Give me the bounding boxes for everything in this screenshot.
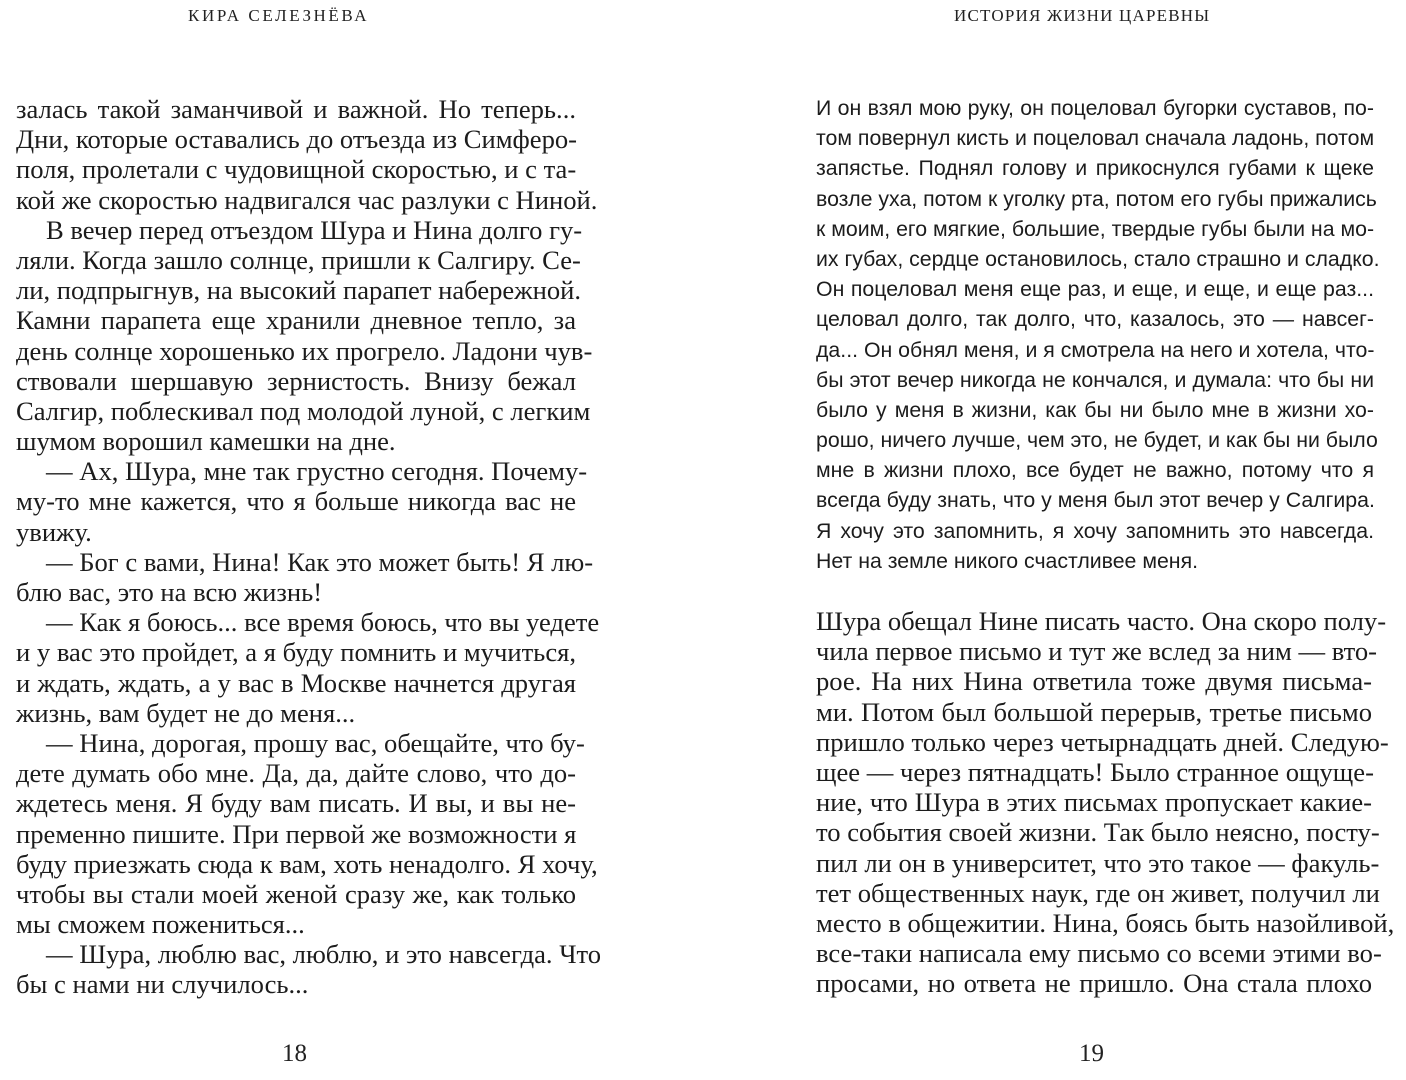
text-line: — Нина, дорогая, прошу вас, обещайте, что бу- <box>46 727 585 758</box>
text-line: пришло только через четырнадцать дней. Следую- <box>816 726 1389 757</box>
right-running-header: ИСТОРИЯ ЖИЗНИ ЦАРЕВНЫ <box>954 6 1211 25</box>
text-line: Он поцеловал меня еще раз, и еще, и еще, и еще раз... <box>816 277 1374 302</box>
text-line: ние, что Шура в этих письмах пропускает какие- <box>816 787 1372 818</box>
text-line: просами, но ответа не пришло. Она стала плохо <box>816 968 1372 999</box>
text-line: — Шура, люблю вас, люблю, и это навсегда. Что <box>46 939 602 970</box>
text-line: возле уха, потом к уголку рта, потом его губы прижались <box>816 186 1377 211</box>
text-line: блю вас, это на всю жизнь! <box>16 577 323 607</box>
text-line: дете думать обо мне. Да, да, дайте слово, что до- <box>16 758 576 789</box>
text-line: пил ли он в университет, что это такое — факуль- <box>816 847 1380 878</box>
right-page-italic-passage <box>816 93 1380 576</box>
text-line: место в общежитии. Нина, боясь быть назойливой, <box>816 907 1395 938</box>
text-line: пременно пишите. При первой же возможности я <box>16 818 577 849</box>
page-number-right: 19 <box>1079 1040 1104 1067</box>
text-line: запястье. Поднял голову и прикоснулся губами к щеке <box>816 156 1374 181</box>
text-line: чила первое письмо и тут же вслед за ним — вто- <box>816 636 1378 667</box>
text-line: рошо, ничего лучше, чем это, не будет, и как бы ни было <box>816 428 1378 453</box>
text-line: Салгир, поблескивал под молодой луной, с легким <box>16 395 591 426</box>
page-number-left: 18 <box>282 1040 307 1067</box>
text-line: му-то мне кажется, что я больше никогда вас не <box>16 486 576 517</box>
text-line: всегда буду знать, что у меня был этот вечер у Салгира. <box>816 488 1375 513</box>
text-line: жизнь, вам будет не до меня... <box>16 697 356 728</box>
text-line: бы с нами ни случилось... <box>16 969 309 1000</box>
text-line: кой же скоростью надвигался час разлуки с Ниной. <box>16 184 598 215</box>
text-line: щее — через пятнадцать! Было странное ощуще- <box>816 756 1374 787</box>
text-line: их губах, сердце остановилось, стало страшно и сладко. <box>816 246 1380 271</box>
text-line: и у вас это пройдет, а я буду помнить и мучиться, <box>16 637 576 668</box>
text-line: увижу. <box>16 516 92 547</box>
text-line: В вечер перед отъездом Шура и Нина долго гу- <box>46 214 583 245</box>
text-line: рое. На них Нина ответила тоже двумя письма- <box>816 666 1372 697</box>
left-page-body <box>16 94 602 1000</box>
right-page-body <box>816 606 1395 999</box>
text-line: шумом ворошил камешки на дне. <box>16 426 396 457</box>
text-line: тет общественных наук, где он живет, получил ли <box>816 877 1380 908</box>
text-line: — Бог с вами, Нина! Как это может быть! Я лю- <box>46 546 594 577</box>
text-line: Я хочу это запомнить, я хочу запомнить это навсегда. <box>816 518 1374 543</box>
text-line: да... Он обнял меня, и я смотрела на него и хотела, что- <box>816 337 1375 362</box>
text-line: ли, подпрыгнув, на высокий парапет набережной. <box>16 275 582 306</box>
text-line: к моим, его мягкие, большие, твердые губы были на мо- <box>816 216 1375 241</box>
text-line: целовал долго, так долго, что, казалось, это — навсег- <box>816 307 1374 332</box>
text-line: Шура обещал Нине писать часто. Она скоро полу- <box>816 606 1387 636</box>
text-line: было у меня в жизни, как бы ни было мне в жизни хо- <box>816 397 1374 422</box>
text-line: Камни парапета еще хранили дневное тепло, за <box>16 305 576 336</box>
text-line: том повернул кисть и поцеловал сначала ладонь, потом <box>816 126 1375 151</box>
text-line: залась такой заманчивой и важной. Но теперь... <box>16 94 576 124</box>
text-line: Нет на земле никого счастливее меня. <box>816 548 1199 573</box>
text-line: и ждать, ждать, а у вас в Москве начнется другая <box>16 667 576 698</box>
text-line: И он взял мою руку, он поцеловал бугорки суставов, по- <box>816 96 1374 120</box>
text-line: все-таки написала ему письмо со всеми этими во- <box>816 938 1382 969</box>
text-line: Дни, которые оставались до отъезда из Симферо- <box>16 124 578 155</box>
text-line: мы сможем пожениться... <box>16 909 305 940</box>
text-line: чтобы вы стали моей женой сразу же, как только <box>16 878 576 909</box>
left-running-header: КИРА СЕЛЕЗНЁВА <box>188 6 370 25</box>
text-line: мне в жизни плохо, все будет не важно, потому что я <box>816 458 1374 483</box>
text-line: — Как я боюсь... все время боюсь, что вы уедете <box>46 607 600 638</box>
text-line: ждетесь меня. Я буду вам писать. И вы, и вы не- <box>16 788 576 819</box>
text-line: ляли. Когда зашло солнце, пришли к Салгиру. Се- <box>16 244 581 275</box>
text-line: то события своей жизни. Так было неясно, посту- <box>816 817 1380 848</box>
text-line: буду приезжать сюда к вам, хоть ненадолго. Я хочу, <box>16 848 598 879</box>
text-line: ствовали шершавую зернистость. Внизу бежал <box>16 365 576 396</box>
text-line: ми. Потом был большой перерыв, третье письмо <box>816 696 1372 727</box>
text-line: день солнце хорошенько их прогрело. Ладони чув- <box>16 335 593 366</box>
text-line: — Ах, Шура, мне так грустно сегодня. Почему- <box>46 456 588 487</box>
text-line: поля, пролетали с чудовищной скоростью, и с та- <box>16 154 577 185</box>
text-line: бы этот вечер никогда не кончался, и думала: что бы ни <box>816 367 1374 392</box>
